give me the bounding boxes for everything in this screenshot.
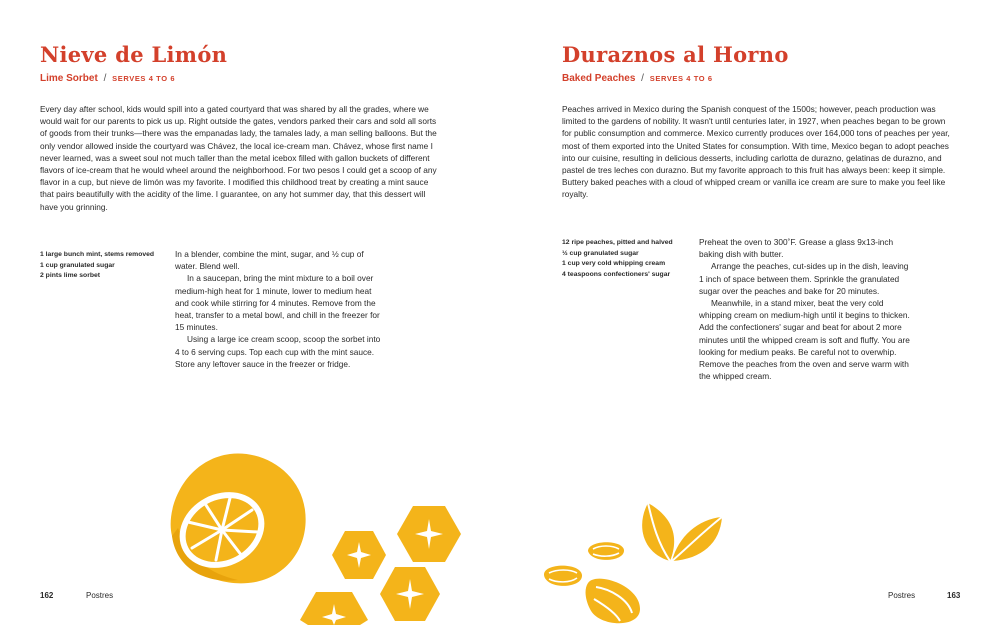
page-number: 162: [40, 591, 54, 600]
method-step: In a saucepan, bring the mint mixture to a boil over medium-high heat for 1 minute, lower to medium heat and cook while stirring for 4 minutes. Remove from the heat, transfer to a metal bowl, and chill in the freezer for 15 minutes.: [175, 273, 380, 333]
peach-slice-icon: [582, 573, 644, 625]
ingredient-item: 4 teaspoons confectioners' sugar: [562, 270, 671, 278]
running-head: Postres: [888, 591, 916, 600]
intro-paragraph: Every day after school, kids would spill into a gated courtyard that was shared by all the grades, where we would wait for our parents to pick us up. Right outside the gates, vendors parked their cars and sold all sorts of goods from their trunks—there was the empanadas lady, the tamales lady, a man selling balloons. But the only vendor allowed inside the courtyard was Chávez, the local ice-cream man. Chávez, whose first name I never learned, was a sweet soul not much taller than the metal icebox filled with gallon buckets of different flavors of ice-cream that he would wheel around the neighborhood. For two pesos I could get a scoop of any flavor in a cup, but nieve de limón was my favorite. I modified this childhood treat by creating a mint sauce that pairs beautifully with the acidity of the lime. I guarantee, on any hot summer day, that this dessert will have you grinning.: [40, 104, 437, 212]
method-step: Preheat the oven to 300˚F. Grease a glass 9x13-inch baking dish with butter.: [699, 237, 894, 260]
ingredient-item: ½ cup granulated sugar: [562, 249, 639, 257]
ingredient-item: 1 large bunch mint, stems removed: [40, 251, 155, 258]
ingredient-item: 2 pints lime sorbet: [40, 272, 101, 280]
ingredient-item: 12 ripe peaches, pitted and halved: [562, 239, 673, 246]
running-head: Postres: [86, 591, 114, 600]
method-step: Using a large ice cream scoop, scoop the sorbet into 4 to 6 serving cups. Top each cup with the mint sauce. Store any leftover sauce in the freezer or fridge.: [175, 334, 381, 369]
ingredient-item: 1 cup granulated sugar: [40, 261, 115, 269]
lime-slice-icon: [395, 503, 463, 565]
subtitle-separator: /: [641, 73, 644, 84]
right-page: [500, 0, 1000, 625]
recipe-subtitle: [562, 73, 713, 84]
peach-slice-icon: [584, 537, 626, 565]
lime-half-icon: [160, 448, 310, 586]
ingredient-list: [562, 238, 684, 280]
page-number: 163: [947, 591, 961, 600]
ingredient-item: 1 cup very cold whipping cream: [562, 260, 666, 268]
ingredient-list: [40, 250, 162, 282]
peach-slice-icon: [540, 561, 584, 591]
recipe-title: Duraznos al Horno: [562, 42, 789, 67]
method-steps: [699, 236, 911, 382]
english-name: Baked Peaches: [562, 73, 636, 84]
subtitle-separator: /: [103, 73, 107, 84]
mint-leaf-icon: [636, 497, 724, 563]
method-step: Arrange the peaches, cut-sides up in the dish, leaving 1 inch of space between them. Sprinkle the granulated sugar over the peaches and bake for 20 minutes.: [699, 261, 909, 296]
serves-label: SERVES 4 TO 6: [112, 74, 176, 83]
english-name: Lime Sorbet: [40, 73, 98, 84]
intro-paragraph: Peaches arrived in Mexico during the Spanish conquest of the 1500s; however, peach production was limited to the gardens of nobility. It wasn't until centuries later, in 1927, when peaches began to be grown for public consumption and commerce. Mexico currently produces over 164,000 tons of peaches per year, most of them exported into the United States for consumption. With time, Mexico began to adopt peaches into our cuisine, resulting in delicious desserts, including carlotta de durazno, gelatinas de durazno, and pastel de tres leches con durazno. But my favorite approach to this fruit has always been: keep it simple. Buttery baked peaches with a cloud of whipped cream or vanilla ice cream are sure to make you feel like royalty.: [562, 104, 950, 200]
lime-slice-icon: [298, 588, 370, 625]
serves-label: SERVES 4 TO 6: [649, 74, 713, 83]
method-steps: [175, 248, 387, 370]
recipe-subtitle: [40, 73, 175, 84]
method-step: In a blender, combine the mint, sugar, and ½ cup of water. Blend well.: [175, 249, 364, 272]
lime-slice-icon: [378, 564, 442, 625]
method-step: Meanwhile, in a stand mixer, beat the very cold whipping cream on medium-high until it begins to thicken. Add the confectioners' sugar and beat for about 2 more minutes until the whipped cream is soft and fluffy. You are looking for medium peaks. Be careful not to overwhip. Remove the peaches from the oven and serve warm with the whipped cream.: [699, 298, 910, 382]
recipe-title: Nieve de Limón: [40, 42, 228, 67]
